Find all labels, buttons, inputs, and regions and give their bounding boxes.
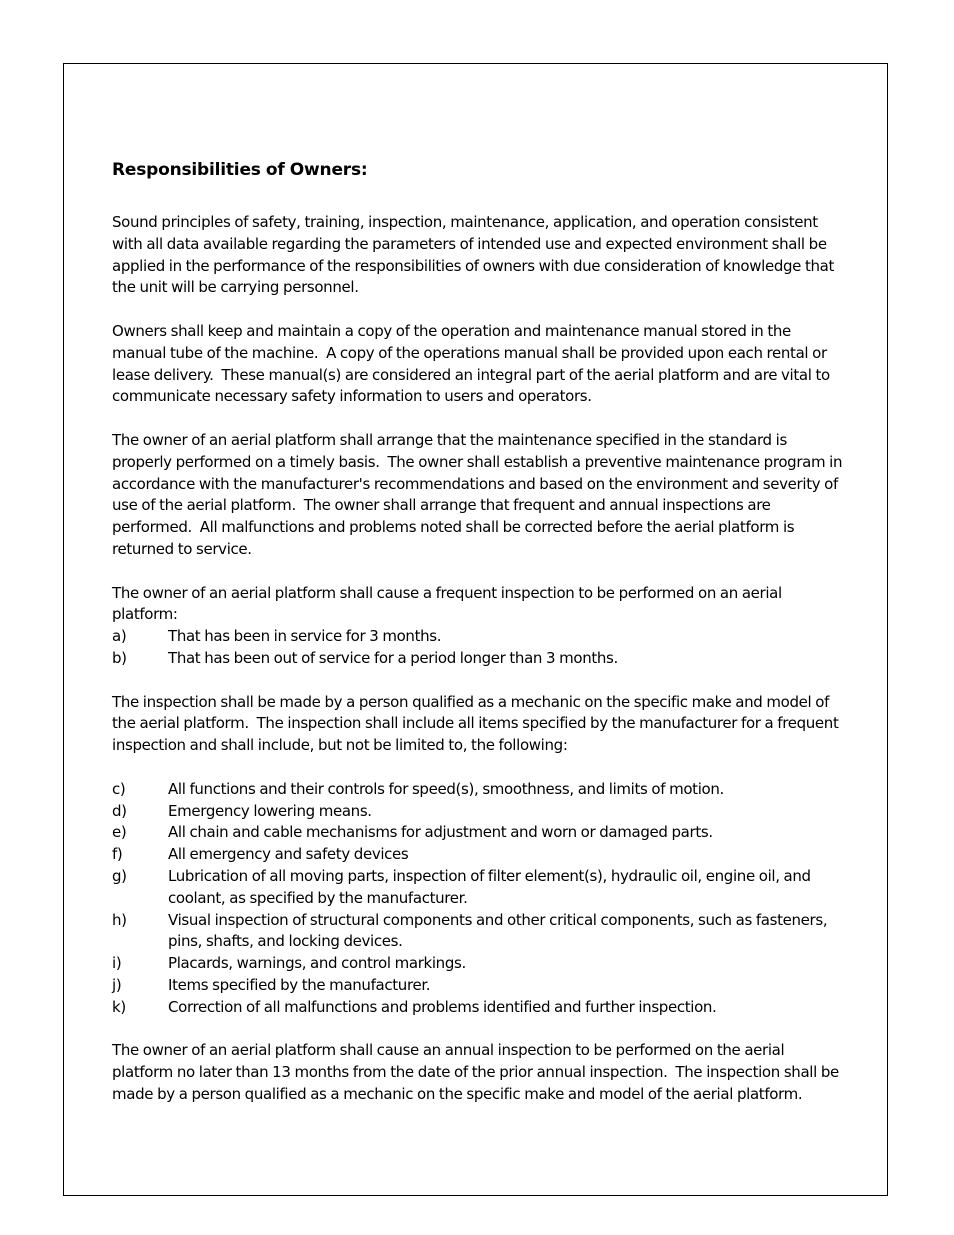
inspection-items-list: [112, 779, 844, 1019]
list-item-text: Lubrication of all moving parts, inspection of filter element(s), hydraulic oil, engine oil, and coolant, as specified by the manufacturer.: [168, 866, 811, 907]
list-item-text: All functions and their controls for speed(s), smoothness, and limits of motion.: [168, 779, 724, 798]
list-item-letter: j): [112, 975, 122, 994]
list-item: [112, 626, 844, 648]
paragraph-annual-inspection: The owner of an aerial platform shall cause an annual inspection to be performed on the aerial platform no later than 13 months from the date of the prior annual inspection. The inspection shall be made by a person qualified as a mechanic on the specific make and model of the aerial platform.: [112, 1041, 843, 1103]
list-item-text: Correction of all malfunctions and problems identified and further inspection.: [168, 997, 717, 1016]
list-item-letter: k): [112, 997, 126, 1016]
list-item: [112, 822, 844, 844]
paragraph-maintenance: The owner of an aerial platform shall arrange that the maintenance specified in the standard is properly performed on a timely basis. The owner shall establish a preventive maintenance program in accordance with the manufacturer's recommendations and based on the environment and severity of use of the aerial platform. The owner shall arrange that frequent and annual inspections are performed. All malfunctions and problems noted shall be corrected before the aerial platform is returned to service.: [112, 430, 847, 558]
list-item-letter: f): [112, 845, 123, 864]
list-item-letter: e): [112, 823, 127, 842]
paragraph-safety-principles: Sound principles of safety, training, inspection, maintenance, application, and operation consistent with all data available regarding the parameters of intended use and expected environment shall be applied in the performance of the responsibilities of owners with due consideration of knowledge that the unit will be carrying personnel.: [112, 213, 838, 297]
document-body: [112, 158, 847, 1127]
section-heading: Responsibilities of Owners:: [112, 160, 368, 180]
paragraph-inspection-qualification: The inspection shall be made by a person qualified as a mechanic on the specific make and model of the aerial platform. The inspection shall include all items specified by the manufacturer for a frequent inspection and shall include, but not be limited to, the following:: [112, 692, 843, 755]
list-item: [112, 910, 844, 954]
list-item-letter: c): [112, 779, 126, 798]
list-item-text: Visual inspection of structural components and other critical components, such as fasteners, pins, shafts, and locking devices.: [168, 910, 828, 951]
list-item-letter: b): [112, 648, 127, 667]
list-item: [112, 801, 844, 823]
list-item-text: That has been out of service for a period longer than 3 months.: [168, 648, 618, 667]
list-item-text: That has been in service for 3 months.: [168, 627, 442, 646]
list-item-letter: g): [112, 866, 127, 885]
list-item-text: All emergency and safety devices: [168, 845, 409, 864]
list-item-text: All chain and cable mechanisms for adjustment and worn or damaged parts.: [168, 823, 713, 842]
list-item-text: Items specified by the manufacturer.: [168, 975, 431, 994]
list-item: [112, 844, 844, 866]
list-item-letter: h): [112, 910, 127, 929]
list-item: [112, 866, 844, 910]
list-item-text: Emergency lowering means.: [168, 801, 372, 820]
paragraph-frequent-inspection: The owner of an aerial platform shall cause a frequent inspection to be performed on an aerial platform:: [112, 583, 786, 624]
list-item: [112, 953, 844, 975]
list-item: [112, 779, 844, 801]
list-item: [112, 997, 844, 1019]
list-item-letter: a): [112, 627, 127, 646]
list-item-text: Placards, warnings, and control markings.: [168, 954, 466, 973]
list-item: [112, 648, 844, 670]
paragraph-manual: Owners shall keep and maintain a copy of the operation and maintenance manual stored in the manual tube of the machine. A copy of the operations manual shall be provided upon each rental or lease delivery. These manual(s) are considered an integral part of the aerial platform and are vital to communicate necessary safety information to users and operators.: [112, 321, 834, 406]
list-item: [112, 975, 844, 997]
list-item-letter: i): [112, 954, 122, 973]
list-item-letter: d): [112, 801, 127, 820]
frequent-inspection-conditions-list: [112, 626, 844, 670]
